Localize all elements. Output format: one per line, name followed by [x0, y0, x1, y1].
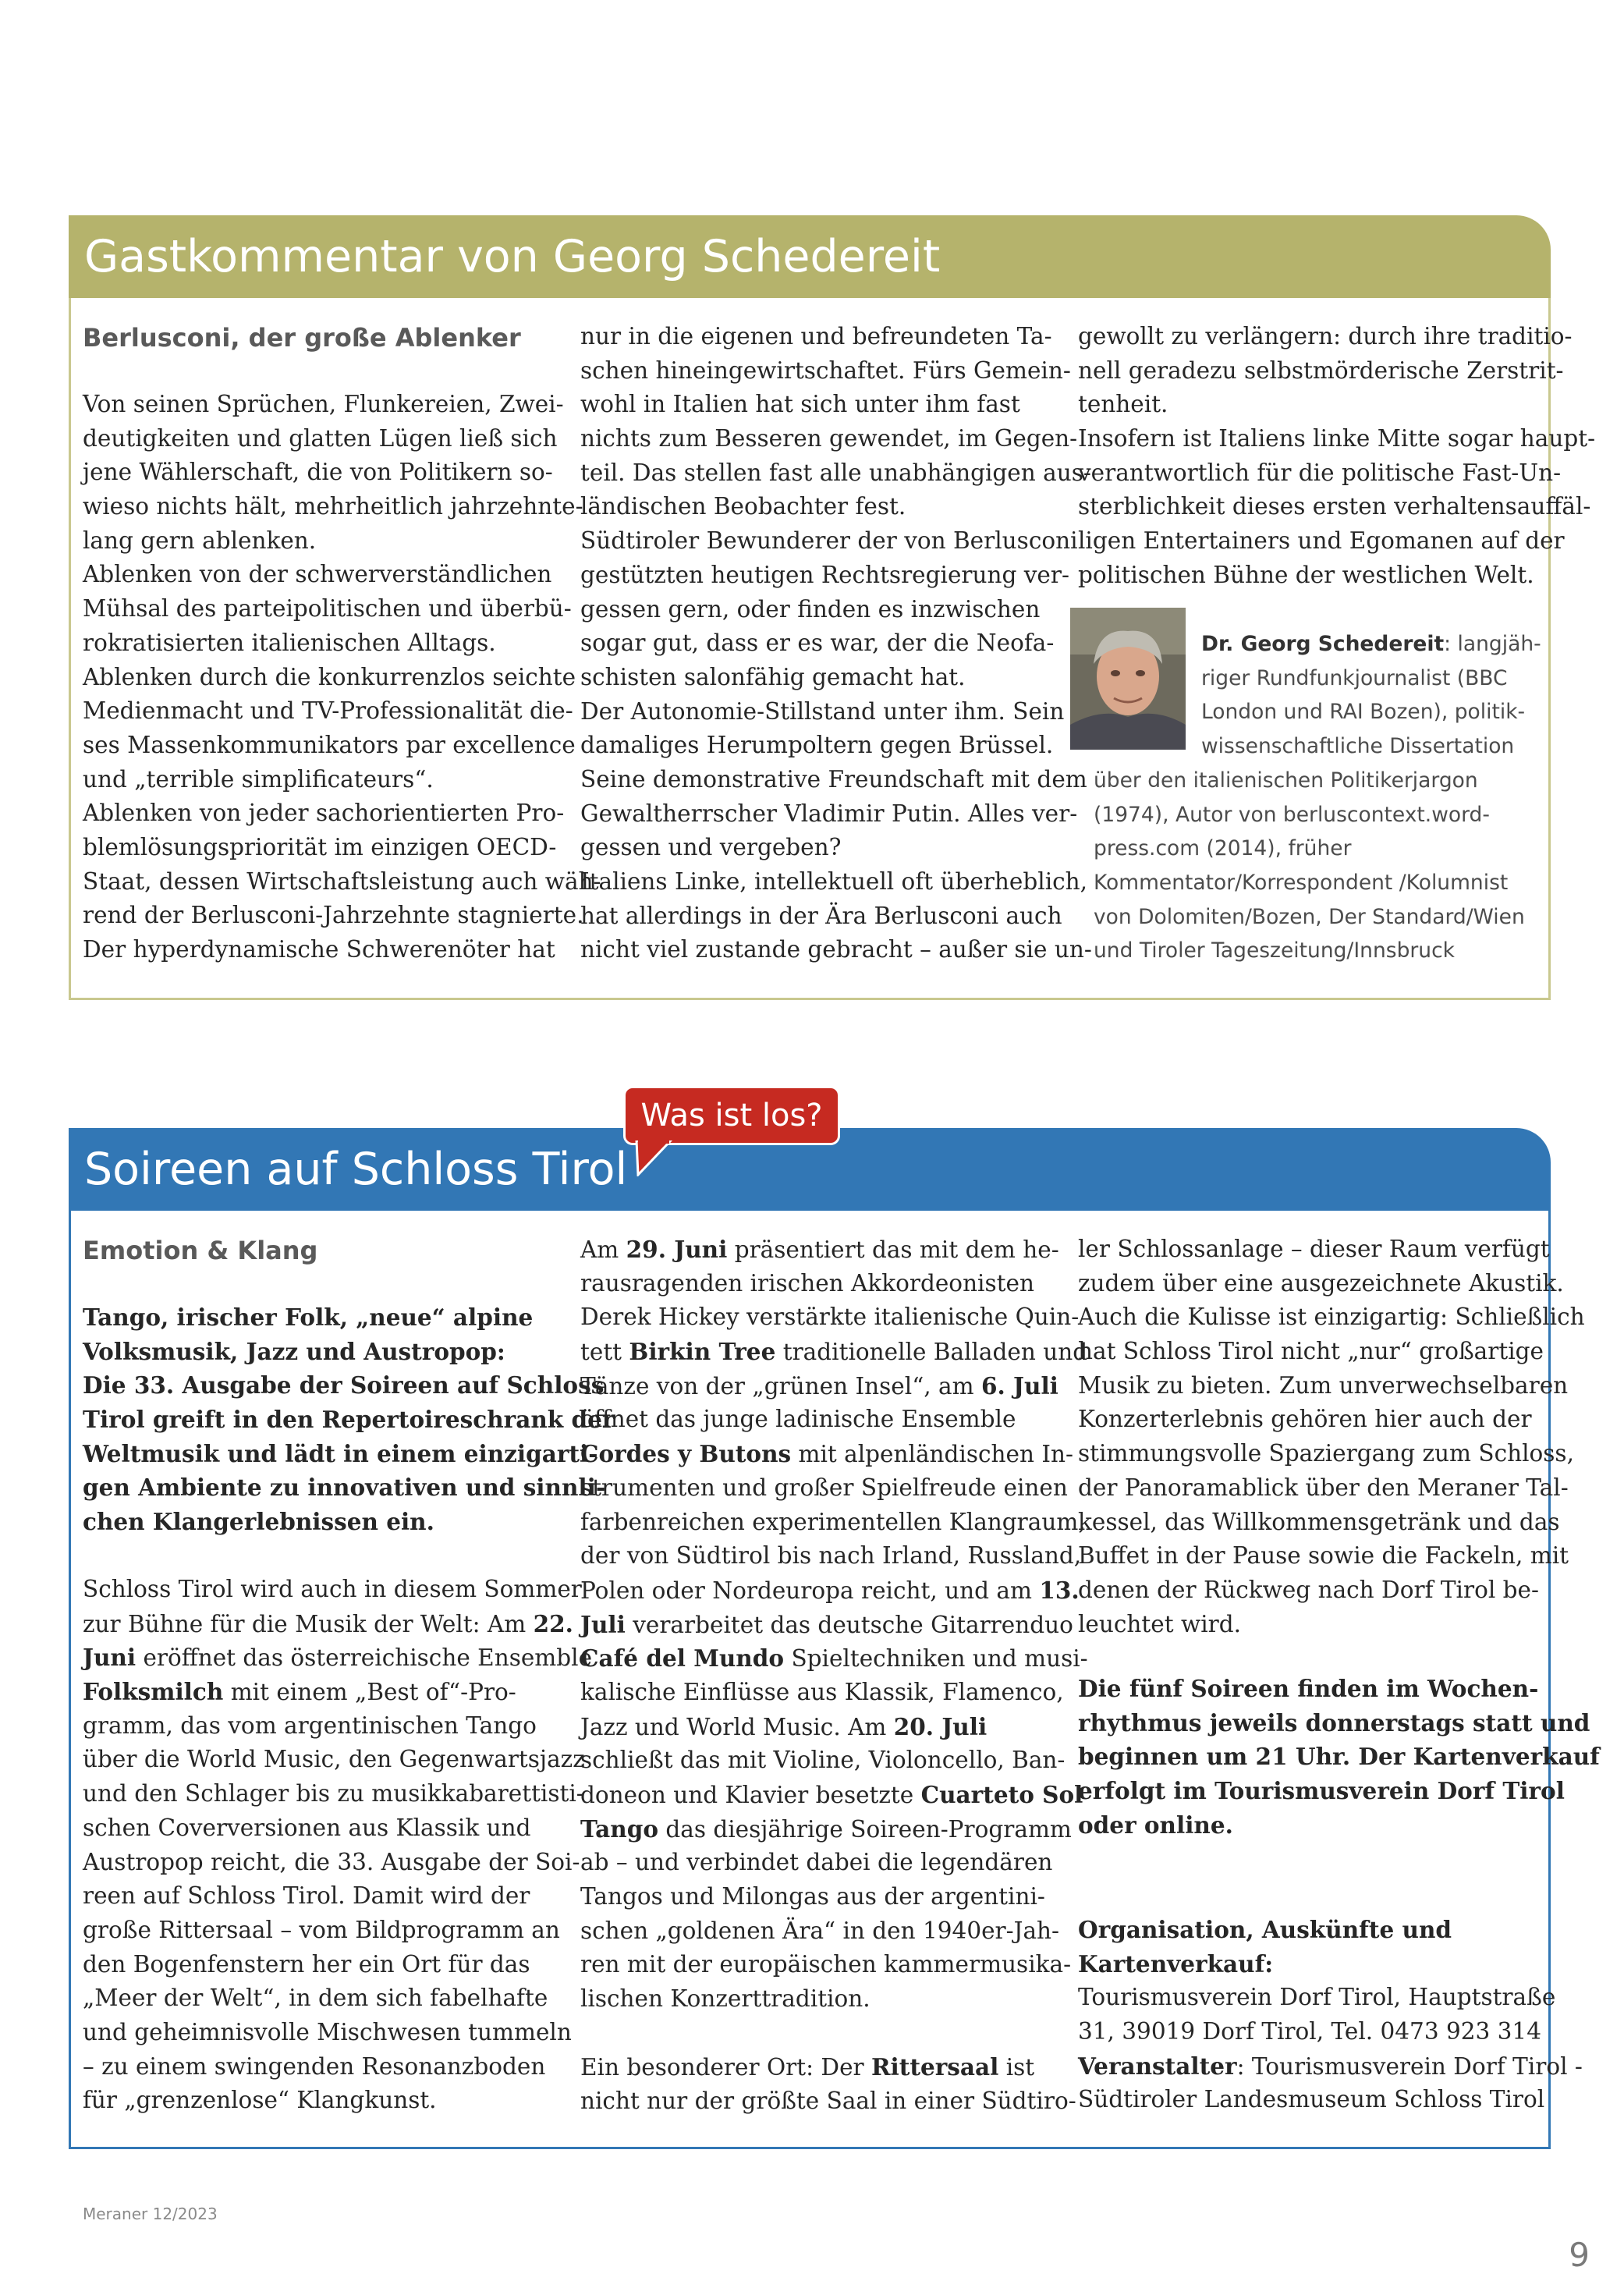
bold-text: 29. Juni — [626, 1236, 728, 1263]
text-line: denen der Rückweg nach Dorf Tirol be- — [1078, 1576, 1539, 1603]
bold-text: Kartenverkauf: — [1078, 1949, 1274, 1978]
issue-footer: Meraner 12/2023 — [83, 2205, 218, 2223]
bold-text: Cordes y Butons — [580, 1440, 792, 1468]
text-run: präsentiert das mit dem he- — [727, 1236, 1059, 1263]
section1-subtitle: Berlusconi, der große Ablenker — [83, 323, 521, 353]
author-portrait-image — [1070, 608, 1186, 750]
section2-col1 — [83, 1573, 592, 2118]
text-line: schen hineingewirtschaftet. Fürs Gemein- — [580, 357, 1071, 384]
text-line: Buffet in der Pause sowie die Fackeln, mit — [1078, 1542, 1569, 1570]
bio-line: London und RAI Bozen), politik- — [1201, 700, 1526, 725]
text-run: öffnet das junge ladinische Ensemble — [580, 1406, 1016, 1433]
text-line — [83, 1607, 592, 1641]
text-line: gestützten heutigen Rechtsregierung ver- — [580, 561, 1069, 588]
text-run: eröffnet das österreichische Ensemble — [136, 1644, 593, 1672]
bold-text: Cuarteto Sol — [920, 1781, 1083, 1808]
section1-title: Gastkommentar von Georg Schedereit — [84, 230, 941, 282]
text-run: strumenten und großer Spielfreude einen — [580, 1474, 1068, 1501]
text-line: Staat, dessen Wirtschaftsleistung auch wäh- — [83, 867, 601, 895]
text-line — [1078, 2083, 1583, 2117]
text-run: mit alpenländischen In- — [791, 1441, 1073, 1468]
bold-text: 6. Juli — [980, 1371, 1058, 1399]
text-run: schen „goldenen Ära“ in den 1940er-Jah- — [580, 1917, 1059, 1944]
text-run: schließt das mit Violine, Violoncello, Ban- — [580, 1747, 1066, 1774]
text-line: Ablenken von der schwerverständlichen — [83, 561, 552, 588]
text-line — [580, 1369, 1088, 1403]
text-line — [83, 1675, 592, 1709]
text-line: (1974), Autor von berluscontext.word- — [1094, 802, 1490, 827]
section2-col2-tail — [580, 2050, 1076, 2118]
text-line: deutigkeiten und glatten Lügen ließ sich — [83, 424, 558, 452]
text-line: hat Schloss Tirol nicht „nur“ großartige — [1078, 1338, 1544, 1365]
text-line: Südtiroler Bewunderer der von Berlusconi — [580, 527, 1078, 555]
text-line: tenheit. — [1078, 391, 1168, 418]
text-line: Seine demonstrative Freundschaft mit dem — [580, 765, 1087, 793]
text-line: Die 33. Ausgabe der Soireen auf Schloss — [83, 1371, 605, 1399]
text-run: ren mit der europäischen kammermusika- — [580, 1951, 1072, 1978]
text-run: farbenreichen experimentellen Klangraum, — [580, 1508, 1086, 1535]
text-run: Tourismusverein Dorf Tirol, Hauptstraße — [1078, 1984, 1556, 2011]
text-line: Insofern ist Italiens linke Mitte sogar haupt- — [1078, 425, 1596, 452]
text-run: den Bogenfenstern her ein Ort für das — [83, 1950, 530, 1978]
text-line: und Tiroler Tageszeitung/Innsbruck — [1094, 938, 1455, 963]
text-line: Konzerterlebnis gehören hier auch der — [1078, 1406, 1532, 1433]
text-line: gen Ambiente zu innovativen und sinnli- — [83, 1474, 606, 1502]
text-run: Am — [580, 1236, 626, 1263]
text-line — [83, 1573, 592, 1607]
text-line: hat allerdings in der Ära Berlusconi auch — [580, 902, 1062, 929]
text-line: wieso nichts hält, mehrheitlich jahrzehnte- — [83, 493, 583, 520]
text-line: Mühsal des parteipolitischen und überbü- — [83, 595, 572, 623]
text-run: mit einem „Best of“-Pro- — [223, 1679, 516, 1706]
bio-line: riger Rundfunkjournalist (BBC — [1201, 665, 1508, 690]
text-line — [1078, 1947, 1583, 1981]
text-line — [83, 1709, 592, 1744]
section2-intro — [83, 1300, 614, 1539]
bold-text: Birkin Tree — [629, 1338, 776, 1366]
bold-text: Juni — [83, 1644, 137, 1672]
text-line: jene Wählerschaft, die von Politikern so- — [83, 459, 553, 486]
text-line — [580, 1233, 1088, 1267]
text-run: kalische Einflüsse aus Klassik, Flamenco, — [580, 1678, 1064, 1705]
text-line: nell geradezu selbstmörderische Zerstrit- — [1078, 357, 1564, 384]
text-line — [580, 1539, 1088, 1573]
text-run: verarbeitet das deutsche Gitarrenduo — [625, 1611, 1073, 1638]
text-line — [1078, 2015, 1583, 2049]
text-line: Italiens Linke, intellektuell oft überheblich, — [580, 868, 1088, 895]
text-line: Medienmacht und TV-Professionalität die- — [83, 697, 573, 725]
section2-col3 — [1078, 1233, 1585, 1641]
text-run: lischen Konzerttradition. — [580, 1985, 871, 2013]
text-line — [83, 2016, 592, 2050]
text-line: press.com (2014), früher — [1094, 836, 1352, 861]
text-run: traditionelle Balladen und — [775, 1339, 1088, 1366]
text-line — [1078, 1981, 1583, 2015]
text-line — [580, 1335, 1088, 1369]
bold-text: Veranstalter — [1078, 2052, 1237, 2080]
text-line: damaliges Herumpoltern gegen Brüssel. — [580, 732, 1054, 759]
text-run: Polen oder Nordeuropa reicht, und am — [580, 1577, 1040, 1604]
text-run: doneon und Klavier besetzte — [580, 1782, 921, 1808]
text-line — [83, 1777, 592, 1811]
text-line — [83, 2050, 592, 2084]
text-line: Von seinen Sprüchen, Flunkereien, Zwei- — [83, 391, 564, 417]
text-line — [580, 1267, 1088, 1301]
text-line — [580, 2084, 1076, 2119]
text-line: Der hyperdynamische Schwerenöter hat — [83, 936, 555, 963]
text-line: erfolgt im Tourismusverein Dorf Tirol — [1078, 1777, 1565, 1805]
author-name: Dr. Georg Schedereit — [1201, 632, 1445, 656]
text-line: kessel, das Willkommensgetränk und das — [1078, 1508, 1560, 1535]
text-line: Weltmusik und lädt in einem einzigarti- — [83, 1439, 598, 1467]
author-bio-short — [1201, 627, 1541, 764]
text-line — [580, 2050, 1076, 2084]
text-line: oder online. — [1078, 1811, 1233, 1839]
text-line — [83, 1948, 592, 1982]
speech-bubble-tail-icon — [633, 1140, 677, 1176]
text-run: Derek Hickey verstärkte italienische Quin- — [580, 1304, 1080, 1331]
text-line — [580, 1641, 1088, 1676]
text-line: Ablenken durch die konkurrenzlos seichte — [83, 663, 576, 690]
text-line: Der Autonomie-Stillstand unter ihm. Sein — [580, 697, 1065, 725]
text-line: rhythmus jeweils donnerstags statt und — [1078, 1708, 1590, 1736]
text-run: tett — [580, 1339, 629, 1366]
text-line: Gewaltherrscher Vladimir Putin. Alles ver- — [580, 800, 1078, 827]
text-line: gessen gern, oder finden es inzwischen — [580, 595, 1041, 623]
text-line — [580, 1812, 1088, 1846]
text-line — [580, 1573, 1088, 1608]
section2-col3-notice — [1078, 1672, 1600, 1842]
bold-text: Organisation, Auskünfte und — [1078, 1916, 1452, 1943]
text-line — [580, 1710, 1088, 1744]
text-run: Austropop reicht, die 33. Ausgabe der Soi- — [83, 1848, 580, 1875]
text-line — [1078, 2049, 1583, 2084]
text-line — [580, 1676, 1088, 1710]
text-line: sterblichkeit dieses ersten verhaltensauffäl- — [1078, 493, 1591, 520]
text-run: Schloss Tirol wird auch in diesem Sommer — [83, 1576, 582, 1602]
text-line: politischen Bühne der westlichen Welt. — [1078, 561, 1534, 588]
text-run: Südtiroler Landesmuseum Schloss Tirol — [1078, 2086, 1545, 2113]
bold-text: 13. — [1039, 1576, 1080, 1604]
text-line — [83, 1879, 592, 1914]
section2-title: Soireen auf Schloss Tirol — [84, 1143, 628, 1195]
bold-text: Juli — [580, 1610, 626, 1638]
author-photo — [1070, 608, 1186, 750]
text-line — [580, 1948, 1088, 1982]
text-run: Tangos und Milongas aus der argentini- — [580, 1883, 1045, 1910]
text-line: blemlösungspriorität im einzigen OECD- — [83, 833, 557, 860]
text-run: Ein besonderer Ort: Der — [580, 2054, 872, 2081]
was-ist-los-badge — [623, 1086, 840, 1145]
bold-text: 20. Juli — [893, 1712, 988, 1740]
text-line: chen Klangerlebnissen ein. — [83, 1508, 434, 1536]
bold-text: 22. — [533, 1609, 573, 1637]
text-line — [83, 1641, 592, 1675]
bold-text: Café del Mundo — [580, 1644, 785, 1673]
text-run: Spieltechniken und musi- — [784, 1645, 1088, 1673]
text-line: Ablenken von jeder sachorientierten Pro- — [83, 800, 565, 827]
text-run: „Meer der Welt“, in dem sich fabelhafte — [83, 1985, 548, 2012]
text-line: nur in die eigenen und befreundeten Ta- — [580, 323, 1052, 349]
text-line: teil. Das stellen fast alle unabhängigen aus- — [580, 459, 1091, 486]
text-line: rokratisierten italienischen Alltags. — [83, 629, 496, 656]
text-line — [580, 1437, 1088, 1471]
text-line: lang gern ablenken. — [83, 527, 317, 554]
text-line: Volksmusik, Jazz und Austropop: — [83, 1337, 505, 1365]
text-line — [580, 1914, 1088, 1949]
text-line — [1078, 1913, 1583, 1947]
text-line — [580, 1880, 1088, 1914]
text-line: leuchtet wird. — [1078, 1610, 1242, 1637]
text-run: ist — [998, 2054, 1035, 2081]
text-line — [83, 1846, 592, 1880]
text-run: ab – und verbindet dabei die legendären — [580, 1849, 1053, 1876]
text-line — [580, 1846, 1088, 1880]
text-run: gramm, das vom argentinischen Tango — [83, 1712, 537, 1739]
text-line: und „terrible simplificateurs“. — [83, 765, 434, 793]
badge-label: Was ist los? — [640, 1098, 823, 1133]
text-run: Jazz und World Music. Am — [580, 1713, 894, 1740]
bold-text: Tango — [580, 1815, 658, 1843]
text-line — [580, 1403, 1088, 1437]
section2-subtitle: Emotion & Klang — [83, 1236, 318, 1265]
bold-text: Folksmilch — [83, 1678, 224, 1706]
page-number: 9 — [1569, 2236, 1590, 2274]
text-line: Tango, irischer Folk, „neue“ alpine — [83, 1304, 534, 1331]
text-line: schisten salonfähig gemacht hat. — [580, 663, 966, 690]
text-line: sogar gut, dass er es war, der die Neofa- — [580, 630, 1055, 657]
text-run: rausragenden irischen Akkordeonisten — [580, 1269, 1034, 1297]
text-line: Musik zu bieten. Zum unverwechselbaren — [1078, 1371, 1569, 1399]
section1-col1 — [83, 388, 601, 967]
text-line — [580, 1982, 1088, 2017]
text-line — [83, 1914, 592, 1948]
text-line: Auch die Kulisse ist einzigartig: Schließlich — [1078, 1304, 1585, 1331]
text-line: gessen und vergeben? — [580, 834, 842, 861]
text-line — [580, 1744, 1088, 1778]
text-run: das diesjährige Soireen-Programm — [658, 1815, 1072, 1843]
text-run: und geheimnisvolle Mischwesen tummeln — [83, 2018, 572, 2045]
section2-col3-organisation — [1078, 1913, 1583, 2117]
text-line: stimmungsvolle Spaziergang zum Schloss, — [1078, 1440, 1574, 1467]
text-run: – zu einem swingenden Resonanzboden — [83, 2052, 546, 2080]
text-line — [580, 1300, 1088, 1335]
bio-line: wissenschaftliche Dissertation — [1201, 734, 1515, 759]
text-line — [580, 1608, 1088, 1642]
text-line: Die fünf Soireen finden im Wochen- — [1078, 1675, 1539, 1702]
text-line: ländischen Beobachter fest. — [580, 493, 906, 520]
text-run: zur Bühne für die Musik der Welt: Am — [83, 1610, 534, 1637]
text-run: über die World Music, den Gegenwartsjazz — [83, 1746, 585, 1773]
section1-title-bar — [69, 215, 1551, 298]
text-line: nichts zum Besseren gewendet, im Gegen- — [580, 425, 1078, 452]
text-run: reen auf Schloss Tirol. Damit wird der — [83, 1882, 530, 1910]
section2-col2 — [580, 1233, 1088, 2017]
text-line: ligen Entertainers und Egomanen auf der — [1078, 527, 1565, 555]
text-run: schen Coverversionen aus Klassik und — [83, 1814, 531, 1841]
text-line: über den italienischen Politikerjargon — [1094, 768, 1478, 793]
text-run: große Rittersaal – vom Bildprogramm an — [83, 1916, 560, 1943]
section1-col3 — [1078, 320, 1595, 593]
text-line: verantwortlich für die politische Fast-Un- — [1078, 459, 1562, 486]
section1-col2 — [580, 320, 1092, 967]
text-line: der Panoramablick über den Meraner Tal- — [1078, 1474, 1569, 1501]
text-line: ses Massenkommunikators par excellence — [83, 731, 576, 758]
text-line: beginnen um 21 Uhr. Der Kartenverkauf — [1078, 1743, 1600, 1771]
text-line: nicht viel zustande gebracht – außer sie un- — [580, 936, 1092, 963]
text-line — [580, 1778, 1088, 1812]
text-line — [83, 1811, 592, 1846]
text-run: Tänze von der „grünen Insel“, am — [580, 1372, 981, 1399]
text-line: Kommentator/Korrespondent /Kolumnist — [1094, 871, 1509, 896]
author-bio-long — [1094, 764, 1525, 968]
text-run: der von Südtirol bis nach Irland, Russland, — [580, 1542, 1082, 1570]
text-line — [83, 1981, 592, 2016]
text-line — [83, 2084, 592, 2118]
text-line: Tirol greift in den Repertoireschrank der — [83, 1406, 615, 1434]
bio-line: : langjäh- — [1444, 632, 1541, 656]
text-line: wohl in Italien hat sich unter ihm fast — [580, 391, 1020, 418]
text-run: für „grenzenlose“ Klangkunst. — [83, 2087, 437, 2114]
text-run: : Tourismusverein Dorf Tirol - — [1236, 2052, 1583, 2080]
bold-text: Rittersaal — [871, 2053, 999, 2081]
text-run: 31, 39019 Dorf Tirol, Tel. 0473 923 314 — [1078, 2018, 1541, 2045]
text-run: nicht nur der größte Saal in einer Südtiro- — [580, 2087, 1076, 2114]
text-line — [580, 1471, 1088, 1506]
text-line — [83, 1743, 592, 1777]
text-line: gewollt zu verlängern: durch ihre traditio- — [1078, 323, 1573, 349]
text-line: zudem über eine ausgezeichnete Akustik. — [1078, 1269, 1564, 1297]
text-line — [580, 1506, 1088, 1540]
text-line: ler Schlossanlage – dieser Raum verfügt — [1078, 1236, 1550, 1262]
text-line: rend der Berlusconi-Jahrzehnte stagnierte. — [83, 902, 584, 929]
text-line: von Dolomiten/Bozen, Der Standard/Wien — [1094, 904, 1525, 929]
text-run: und den Schlager bis zu musikkabarettisti- — [83, 1780, 584, 1807]
